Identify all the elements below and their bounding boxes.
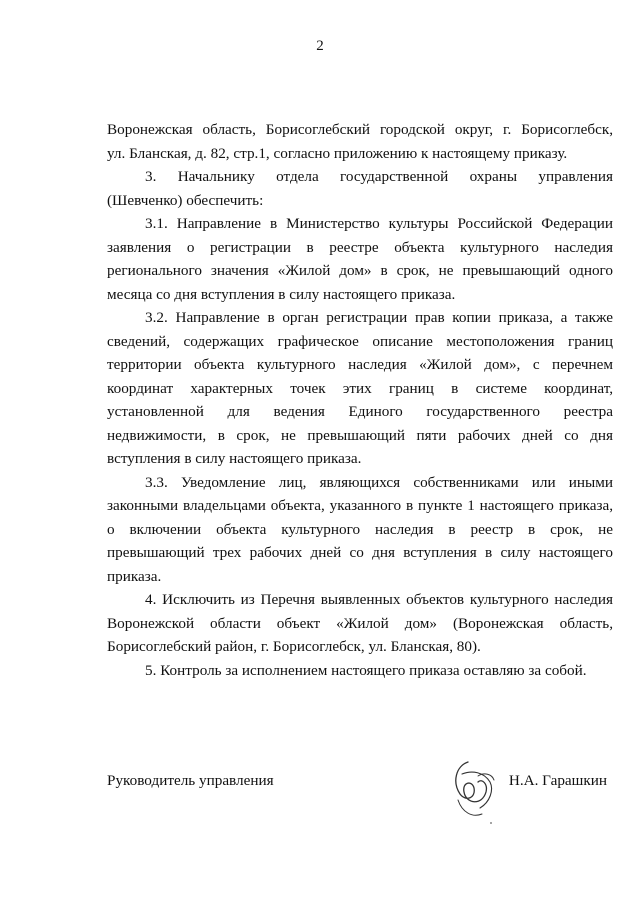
paragraph-3-line-1 <box>107 165 613 189</box>
word: округ, <box>454 121 494 138</box>
paragraph-1-line-2: ул. Бланская, д. 82, стр.1, согласно приложению к настоящему приказу. <box>107 144 568 162</box>
scan-speck <box>490 822 492 824</box>
word: управления <box>538 168 613 185</box>
word: городской <box>379 121 445 138</box>
word: Воронежская <box>107 121 193 138</box>
word: область, <box>202 121 256 138</box>
signatory-title: Руководитель управления <box>107 772 274 789</box>
paragraph-3-2: 3.2. Направление в орган регистрации прав копии приказа, а также сведений, содержащих графическое описание местоположения границ территории объекта культурного наследия «Жилой дом», с перечнем координат характерных точек этих границ в системе координат, установленной для ведения Единого государственного реестра недвижимости, в срок, не превышающий пяти рабочих дней со дня вступления в силу настоящего приказа. <box>107 309 613 467</box>
word: 3. <box>145 168 157 185</box>
paragraph-5: 5. Контроль за исполнением настоящего приказа оставляю за собой. <box>145 661 587 679</box>
signatory-name: Н.А. Гарашкин <box>508 772 607 789</box>
paragraph-3-1: 3.1. Направление в Министерство культуры Российской Федерации заявления о регистрации в реестре объекта культурного наследия регионального значения «Жилой дом» в срок, не превышающий одного месяца со дня вступления в силу настоящего приказа. <box>107 215 613 303</box>
word: государственной <box>340 168 449 185</box>
paragraph-4: 4. Исключить из Перечня выявленных объектов культурного наследия Воронежской области объект «Жилой дом» (Воронежская область, Борисоглебский район, г. Борисоглебск, ул. Бланская, 80). <box>107 591 613 655</box>
paragraph-3-line-2: (Шевченко) обеспечить: <box>107 191 264 209</box>
word: Начальнику <box>177 168 255 185</box>
word: отдела <box>276 168 319 185</box>
paragraph-3-3: 3.3. Уведомление лиц, являющихся собственниками или иными законными владельцами объекта, указанного в пункте 1 настоящего приказа, о включении объекта культурного наследия в реестр в срок, не превышающий трех рабочих дней со дня вступления в силу настоящего приказа. <box>107 473 613 585</box>
word: Борисоглебск, <box>521 121 613 138</box>
handwritten-signature <box>438 752 508 822</box>
page-number: 2 <box>316 38 324 54</box>
word: г. <box>503 121 512 138</box>
paragraph-1-line-1 <box>107 118 613 142</box>
word: Борисоглебский <box>265 121 371 138</box>
document-body <box>107 118 613 682</box>
word: охраны <box>469 168 518 185</box>
